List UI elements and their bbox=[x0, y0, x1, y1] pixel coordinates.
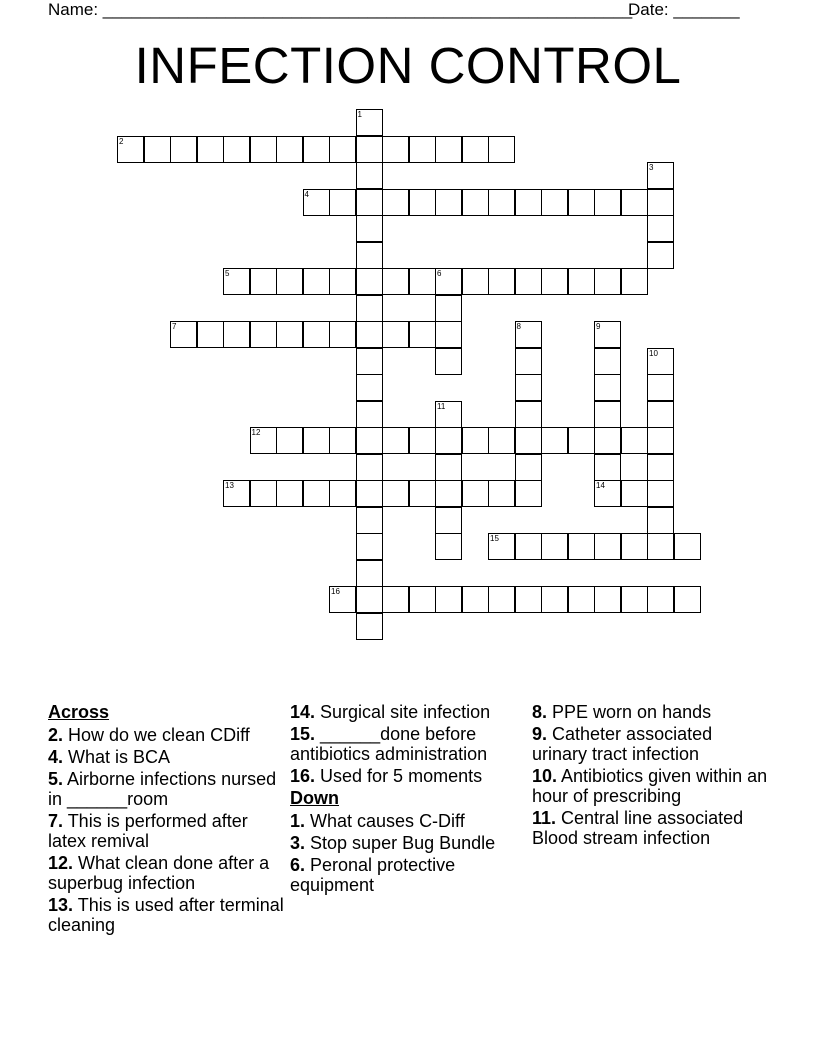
grid-cell[interactable] bbox=[329, 321, 356, 348]
grid-cell[interactable] bbox=[647, 401, 674, 428]
clue-item bbox=[290, 724, 530, 764]
grid-cell[interactable] bbox=[356, 268, 383, 295]
grid-cell[interactable] bbox=[647, 507, 674, 534]
clue-column-2 bbox=[290, 702, 530, 897]
grid-cell[interactable] bbox=[356, 454, 383, 481]
grid-cell[interactable] bbox=[462, 268, 489, 295]
clue-item-number: 12. bbox=[48, 853, 74, 873]
grid-cell[interactable] bbox=[621, 427, 648, 454]
clue-item-number: 16. bbox=[290, 766, 316, 786]
grid-cell[interactable] bbox=[356, 427, 383, 454]
clue-item-text: Catheter associated urinary tract infection bbox=[532, 724, 713, 764]
grid-cell[interactable] bbox=[435, 480, 462, 507]
grid-cell[interactable] bbox=[435, 533, 462, 560]
grid-cell[interactable] bbox=[329, 480, 356, 507]
clue-item-number: 3. bbox=[290, 833, 306, 853]
grid-cell[interactable] bbox=[144, 136, 171, 163]
clue-item-number: 14. bbox=[290, 702, 316, 722]
grid-cell[interactable] bbox=[382, 427, 409, 454]
grid-cell[interactable] bbox=[435, 586, 462, 613]
clue-item-text: Peronal protective equipment bbox=[290, 855, 456, 895]
grid-cell[interactable] bbox=[488, 268, 515, 295]
grid-cell[interactable] bbox=[276, 136, 303, 163]
clue-item-number: 9. bbox=[532, 724, 548, 744]
clue-item-text: What causes C-Diff bbox=[305, 811, 465, 831]
grid-cell[interactable] bbox=[356, 374, 383, 401]
clue-number: 12 bbox=[251, 428, 261, 437]
clue-item-number: 4. bbox=[48, 747, 64, 767]
grid-cell[interactable] bbox=[594, 427, 621, 454]
grid-cell[interactable] bbox=[488, 136, 515, 163]
grid-cell[interactable] bbox=[356, 560, 383, 587]
clue-number: 9 bbox=[596, 322, 601, 331]
grid-cell[interactable] bbox=[197, 136, 224, 163]
grid-cell[interactable] bbox=[356, 242, 383, 269]
grid-cell[interactable] bbox=[409, 189, 436, 216]
clue-number: 6 bbox=[437, 269, 442, 278]
grid-cell[interactable] bbox=[568, 268, 595, 295]
grid-cell[interactable] bbox=[356, 507, 383, 534]
grid-cell[interactable] bbox=[488, 427, 515, 454]
grid-cell[interactable] bbox=[568, 427, 595, 454]
grid-cell[interactable] bbox=[541, 586, 568, 613]
clue-item bbox=[48, 895, 288, 935]
grid-cell[interactable] bbox=[515, 427, 542, 454]
grid-cell[interactable] bbox=[541, 427, 568, 454]
grid-cell[interactable] bbox=[409, 136, 436, 163]
grid-cell[interactable] bbox=[382, 586, 409, 613]
grid-cell[interactable] bbox=[435, 295, 462, 322]
grid-cell[interactable] bbox=[382, 189, 409, 216]
date-field-label: Date: _______ bbox=[628, 0, 740, 19]
grid-cell[interactable] bbox=[647, 242, 674, 269]
clue-number: 4 bbox=[304, 189, 309, 199]
grid-cell[interactable] bbox=[594, 348, 621, 375]
grid-cell[interactable] bbox=[462, 480, 489, 507]
grid-cell[interactable] bbox=[276, 321, 303, 348]
grid-cell[interactable] bbox=[250, 268, 277, 295]
clue-item bbox=[48, 725, 288, 745]
clue-column-3 bbox=[532, 702, 772, 850]
clue-item bbox=[290, 766, 530, 786]
clue-item-number: 5. bbox=[48, 769, 64, 789]
grid-cell[interactable] bbox=[488, 586, 515, 613]
clue-item bbox=[532, 702, 772, 722]
grid-cell[interactable] bbox=[382, 268, 409, 295]
grid-cell[interactable] bbox=[276, 268, 303, 295]
grid-cell[interactable] bbox=[303, 268, 330, 295]
grid-cell[interactable] bbox=[329, 268, 356, 295]
grid-cell[interactable] bbox=[435, 348, 462, 375]
clue-number: 5 bbox=[225, 269, 230, 278]
grid-cell[interactable] bbox=[647, 189, 674, 216]
grid-cell[interactable] bbox=[515, 454, 542, 481]
grid-cell[interactable] bbox=[409, 586, 436, 613]
grid-cell[interactable] bbox=[435, 189, 462, 216]
clue-item bbox=[532, 808, 772, 848]
grid-cell[interactable] bbox=[409, 480, 436, 507]
grid-cell[interactable] bbox=[329, 136, 356, 163]
grid-cell[interactable] bbox=[223, 321, 250, 348]
clue-item-text: This is used after terminal cleaning bbox=[48, 895, 284, 935]
clue-item bbox=[48, 769, 288, 809]
grid-cell[interactable] bbox=[594, 189, 621, 216]
grid-cell[interactable] bbox=[409, 427, 436, 454]
grid-cell[interactable] bbox=[488, 480, 515, 507]
clue-item-number: 6. bbox=[290, 855, 306, 875]
clue-item bbox=[48, 747, 288, 767]
grid-cell[interactable] bbox=[356, 586, 383, 613]
clue-item-text: ______done before antibiotics administration bbox=[290, 724, 488, 764]
grid-cell[interactable] bbox=[303, 480, 330, 507]
clue-number: 14 bbox=[596, 481, 605, 490]
grid-cell[interactable] bbox=[647, 374, 674, 401]
clue-item-number: 7. bbox=[48, 811, 64, 831]
grid-cell[interactable] bbox=[647, 215, 674, 242]
grid-cell[interactable] bbox=[435, 321, 462, 348]
grid-cell[interactable] bbox=[170, 136, 197, 163]
clue-item-number: 15. bbox=[290, 724, 316, 744]
grid-cell[interactable] bbox=[594, 268, 621, 295]
clue-item bbox=[48, 853, 288, 893]
grid-cell[interactable] bbox=[568, 189, 595, 216]
clue-number: 7 bbox=[172, 322, 177, 331]
grid-cell[interactable] bbox=[674, 533, 701, 560]
grid-cell[interactable] bbox=[250, 480, 277, 507]
grid-cell[interactable] bbox=[329, 189, 356, 216]
clue-item-text: What clean done after a superbug infection bbox=[48, 853, 270, 893]
grid-cell[interactable] bbox=[594, 533, 621, 560]
clue-number: 3 bbox=[649, 163, 654, 172]
grid-cell[interactable] bbox=[541, 268, 568, 295]
clue-number: 2 bbox=[119, 136, 124, 146]
grid-cell[interactable] bbox=[594, 374, 621, 401]
grid-cell[interactable] bbox=[356, 348, 383, 375]
clue-item-text: PPE worn on hands bbox=[547, 702, 712, 722]
grid-cell[interactable] bbox=[303, 136, 330, 163]
clue-item bbox=[290, 811, 530, 831]
grid-cell[interactable] bbox=[621, 268, 648, 295]
clue-item bbox=[48, 811, 288, 851]
grid-cell[interactable] bbox=[674, 586, 701, 613]
grid-cell[interactable] bbox=[356, 401, 383, 428]
grid-cell[interactable] bbox=[647, 533, 674, 560]
clue-item bbox=[290, 833, 530, 853]
grid-cell[interactable] bbox=[515, 374, 542, 401]
grid-cell[interactable] bbox=[541, 189, 568, 216]
grid-cell[interactable] bbox=[647, 586, 674, 613]
grid-cell[interactable] bbox=[515, 533, 542, 560]
grid-cell[interactable] bbox=[356, 533, 383, 560]
grid-cell[interactable] bbox=[356, 189, 383, 216]
grid-cell[interactable] bbox=[250, 321, 277, 348]
grid-cell[interactable] bbox=[197, 321, 224, 348]
grid-cell[interactable] bbox=[515, 401, 542, 428]
clue-number: 10 bbox=[649, 348, 658, 358]
grid-cell[interactable] bbox=[621, 586, 648, 613]
clue-number: 11 bbox=[437, 401, 446, 411]
grid-cell[interactable] bbox=[409, 321, 436, 348]
grid-cell[interactable] bbox=[647, 427, 674, 454]
clue-item bbox=[290, 702, 530, 722]
grid-cell[interactable] bbox=[515, 586, 542, 613]
grid-cell[interactable] bbox=[435, 507, 462, 534]
grid-cell[interactable] bbox=[594, 454, 621, 481]
grid-cell[interactable] bbox=[356, 136, 383, 163]
grid-cell[interactable] bbox=[462, 427, 489, 454]
grid-cell[interactable] bbox=[647, 454, 674, 481]
grid-cell[interactable] bbox=[382, 480, 409, 507]
grid-cell[interactable] bbox=[594, 401, 621, 428]
clue-section-heading: Down bbox=[290, 788, 339, 808]
grid-cell[interactable] bbox=[515, 268, 542, 295]
clue-item bbox=[290, 855, 530, 895]
clue-item bbox=[532, 766, 772, 806]
clue-column-1 bbox=[48, 702, 288, 937]
grid-cell[interactable] bbox=[250, 136, 277, 163]
clue-number: 13 bbox=[225, 481, 234, 490]
grid-cell[interactable] bbox=[462, 189, 489, 216]
grid-cell[interactable] bbox=[462, 136, 489, 163]
grid-cell[interactable] bbox=[541, 533, 568, 560]
clue-item-text: Antibiotics given within an hour of prescribing bbox=[532, 766, 768, 806]
clue-item-number: 8. bbox=[532, 702, 548, 722]
grid-cell[interactable] bbox=[621, 480, 648, 507]
grid-cell[interactable] bbox=[382, 136, 409, 163]
grid-cell[interactable] bbox=[276, 427, 303, 454]
grid-cell[interactable] bbox=[568, 586, 595, 613]
clue-item-text: Airborne infections nursed in ______room bbox=[48, 769, 277, 809]
clue-item-number: 11. bbox=[532, 808, 557, 828]
grid-cell[interactable] bbox=[223, 136, 250, 163]
grid-cell[interactable] bbox=[435, 136, 462, 163]
clue-item-text: Used for 5 moments bbox=[315, 766, 483, 786]
clue-item-number: 10. bbox=[532, 766, 558, 786]
clue-item-number: 13. bbox=[48, 895, 74, 915]
grid-cell[interactable] bbox=[515, 189, 542, 216]
grid-cell[interactable] bbox=[435, 427, 462, 454]
clue-item-text: What is BCA bbox=[63, 747, 171, 767]
grid-cell[interactable] bbox=[621, 189, 648, 216]
grid-cell[interactable] bbox=[382, 321, 409, 348]
clue-item-number: 2. bbox=[48, 725, 64, 745]
grid-cell[interactable] bbox=[568, 533, 595, 560]
clue-item bbox=[532, 724, 772, 764]
grid-cell[interactable] bbox=[409, 268, 436, 295]
clue-item-text: How do we clean CDiff bbox=[63, 725, 250, 745]
grid-cell[interactable] bbox=[356, 321, 383, 348]
page-title: INFECTION CONTROL bbox=[134, 37, 682, 94]
grid-cell[interactable] bbox=[276, 480, 303, 507]
grid-cell[interactable] bbox=[488, 189, 515, 216]
grid-cell[interactable] bbox=[435, 454, 462, 481]
grid-cell[interactable] bbox=[621, 533, 648, 560]
clue-item-text: Central line associated Blood stream infection bbox=[532, 808, 744, 848]
grid-cell[interactable] bbox=[356, 613, 383, 640]
grid-cell[interactable] bbox=[647, 480, 674, 507]
grid-cell[interactable] bbox=[329, 427, 356, 454]
grid-cell[interactable] bbox=[303, 427, 330, 454]
grid-cell[interactable] bbox=[303, 321, 330, 348]
clue-number: 16 bbox=[331, 587, 340, 596]
clue-item-text: Stop super Bug Bundle bbox=[305, 833, 496, 853]
clue-number: 8 bbox=[516, 322, 521, 331]
grid-cell[interactable] bbox=[594, 586, 621, 613]
grid-cell[interactable] bbox=[356, 480, 383, 507]
clue-item-text: This is performed after latex remival bbox=[48, 811, 248, 851]
grid-cell[interactable] bbox=[515, 480, 542, 507]
grid-cell[interactable] bbox=[356, 215, 383, 242]
clue-number: 1 bbox=[357, 110, 362, 119]
clue-item-number: 1. bbox=[290, 811, 306, 831]
grid-cell[interactable] bbox=[462, 586, 489, 613]
grid-cell[interactable] bbox=[356, 162, 383, 189]
clue-number: 15 bbox=[490, 534, 499, 543]
grid-cell[interactable] bbox=[515, 348, 542, 375]
name-field-label: Name: ________________________________________________________ bbox=[48, 0, 633, 19]
clue-section-heading: Across bbox=[48, 702, 110, 722]
grid-cell[interactable] bbox=[356, 295, 383, 322]
clue-item-text: Surgical site infection bbox=[315, 702, 491, 722]
